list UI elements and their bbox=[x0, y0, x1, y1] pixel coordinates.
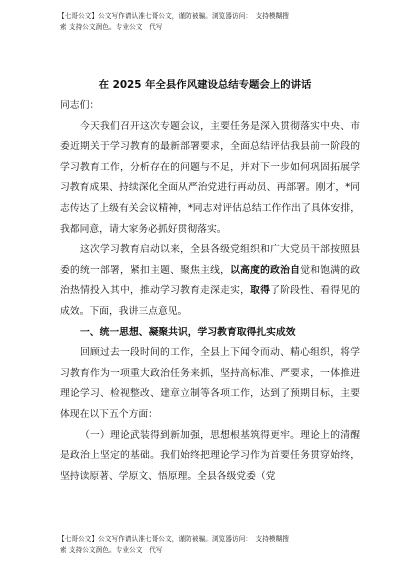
paragraph-overview bbox=[60, 240, 360, 322]
header-watermark-banner bbox=[58, 11, 388, 33]
footer-watermark-banner bbox=[58, 534, 388, 556]
paragraph-overview-bold-2: 取得 bbox=[250, 285, 271, 297]
document-title: 在 2025 年全县作风建设总结专题会上的讲话 bbox=[98, 79, 312, 91]
paragraph-overview-text-c: 了阶段性、看得见的成效。下面，我讲三点意见。 bbox=[60, 285, 361, 317]
paragraph-review: 回顾过去一段时间的工作，全县上下闻令而动、精心组织，将学习教育作为一项重大政治任务来抓，坚持高标准、严要求，一体推进理论学习、检视整改、建章立制等各项工作，达到了预期目标，主要体现在以下五个方面： bbox=[60, 347, 360, 420]
footer-banner-line-2: 索 支持公文润色。专业公文 代写 bbox=[60, 546, 163, 554]
document-body bbox=[60, 96, 360, 487]
paragraph-overview-text-b: 觉和饱满的政治热情投入其中，推动学习教育走深走实， bbox=[60, 264, 361, 297]
paragraph-overview-bold-1: 以高度的政治自 bbox=[230, 264, 301, 276]
header-banner-line-1: 【七哥公文】公文写作请认准七哥公文，谨防被骗。浏览器访问： 支持模糊搜 bbox=[58, 12, 289, 20]
section-heading-1: 一、统一思想、凝聚共识，学习教育取得扎实成效 bbox=[80, 326, 296, 338]
paragraph-opening: 今天我们召开这次专题会议，主要任务是深入贯彻落实中央、市委近期关于学习教育的最新部署要求，全面总结评估我县前一阶段的学习教育工作，分析存在的问题与不足，并对下一步如何巩固拓展学习教育成果、持续深化全面从严治党进行再动员、再部署。刚才，*同志传达了上级有关会议精神，*同志对评估总结工作作出了具体安排，我都同意，请大家务必抓好贯彻落实。 bbox=[60, 120, 360, 235]
salutation: 同志们： bbox=[60, 100, 100, 111]
header-banner-line-2: 索 支持公文润色。专业公文 代写 bbox=[60, 23, 163, 31]
footer-banner-line-1: 【七哥公文】公文写作请认准七哥公文，谨防被骗。浏览器访问： 支持模糊搜 bbox=[58, 535, 289, 543]
paragraph-theory: （一）理论武装得到新加强，思想根基筑得更牢。理论上的清醒是政治上坚定的基础。我们始终把理论学习作为首要任务贯穿始终，坚持读原著、学原文、悟原理。全县各级党委（党 bbox=[60, 429, 360, 482]
paragraph-overview-text-a: 这次学习教育启动以来，全县各级党组织和广大党员干部按照县委的统一部署，紧扣主题、聚焦主线， bbox=[60, 244, 360, 276]
